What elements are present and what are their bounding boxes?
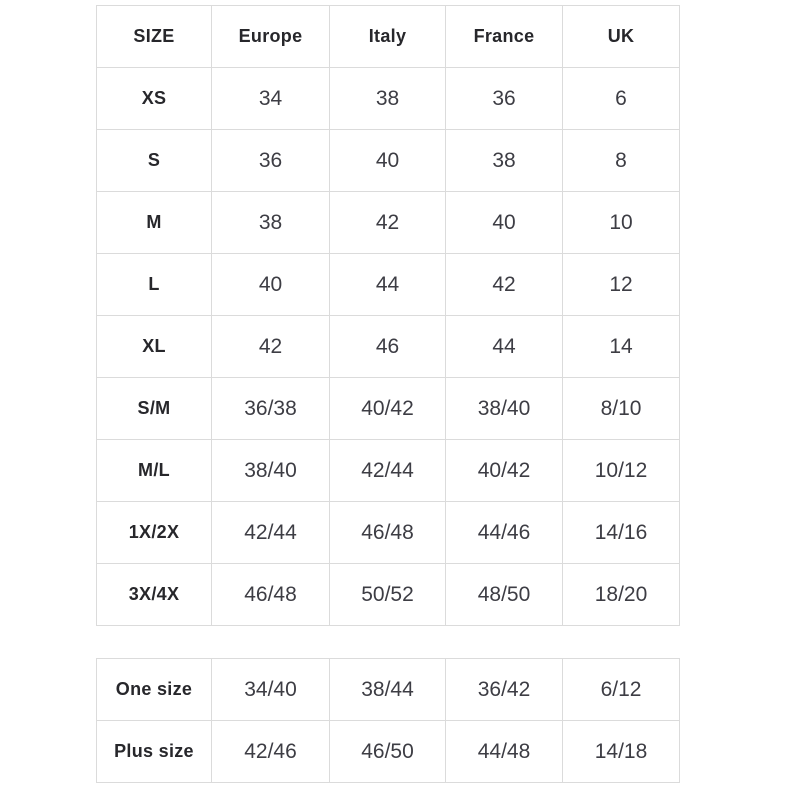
column-header-italy: Italy [330,6,446,68]
row-label: M [97,192,212,254]
cell-uk: 6 [563,68,680,130]
table-row-plus-size [97,721,680,783]
cell-italy: 50/52 [330,564,446,626]
row-label: S [97,130,212,192]
cell-uk: 14/18 [563,721,680,783]
size-conversion-table [96,5,680,626]
cell-france: 44/46 [446,502,563,564]
cell-italy: 46 [330,316,446,378]
cell-uk: 12 [563,254,680,316]
cell-italy: 46/50 [330,721,446,783]
cell-france: 36/42 [446,659,563,721]
table-row-1x-2x [97,502,680,564]
cell-italy: 38/44 [330,659,446,721]
cell-italy: 42 [330,192,446,254]
cell-europe: 36 [212,130,330,192]
cell-uk: 18/20 [563,564,680,626]
cell-france: 38 [446,130,563,192]
cell-france: 44/48 [446,721,563,783]
cell-france: 48/50 [446,564,563,626]
cell-france: 44 [446,316,563,378]
row-label: L [97,254,212,316]
row-label: One size [97,659,212,721]
special-sizes-table [96,658,680,783]
cell-france: 38/40 [446,378,563,440]
cell-uk: 6/12 [563,659,680,721]
size-conversion-section [96,5,679,783]
table-row-s [97,130,680,192]
cell-france: 42 [446,254,563,316]
table-row-one-size [97,659,680,721]
cell-italy: 42/44 [330,440,446,502]
cell-italy: 46/48 [330,502,446,564]
cell-france: 40/42 [446,440,563,502]
table-header-row [97,6,680,68]
cell-europe: 40 [212,254,330,316]
row-label: 1X/2X [97,502,212,564]
table-row-xs [97,68,680,130]
cell-italy: 38 [330,68,446,130]
cell-uk: 10 [563,192,680,254]
cell-uk: 14/16 [563,502,680,564]
cell-europe: 42/44 [212,502,330,564]
cell-france: 36 [446,68,563,130]
column-header-size: SIZE [97,6,212,68]
cell-europe: 38/40 [212,440,330,502]
table-row-xl [97,316,680,378]
row-label: Plus size [97,721,212,783]
cell-europe: 34/40 [212,659,330,721]
column-header-france: France [446,6,563,68]
cell-europe: 46/48 [212,564,330,626]
table-row-l [97,254,680,316]
row-label: 3X/4X [97,564,212,626]
row-label: S/M [97,378,212,440]
row-label: XS [97,68,212,130]
table-row-m-l [97,440,680,502]
cell-france: 40 [446,192,563,254]
cell-uk: 10/12 [563,440,680,502]
column-header-europe: Europe [212,6,330,68]
cell-uk: 8/10 [563,378,680,440]
cell-italy: 44 [330,254,446,316]
cell-uk: 8 [563,130,680,192]
table-row-3x-4x [97,564,680,626]
table-row-m [97,192,680,254]
table-row-s-m [97,378,680,440]
cell-italy: 40 [330,130,446,192]
cell-europe: 34 [212,68,330,130]
cell-europe: 38 [212,192,330,254]
row-label: M/L [97,440,212,502]
column-header-uk: UK [563,6,680,68]
cell-italy: 40/42 [330,378,446,440]
cell-uk: 14 [563,316,680,378]
cell-europe: 36/38 [212,378,330,440]
cell-europe: 42/46 [212,721,330,783]
cell-europe: 42 [212,316,330,378]
row-label: XL [97,316,212,378]
